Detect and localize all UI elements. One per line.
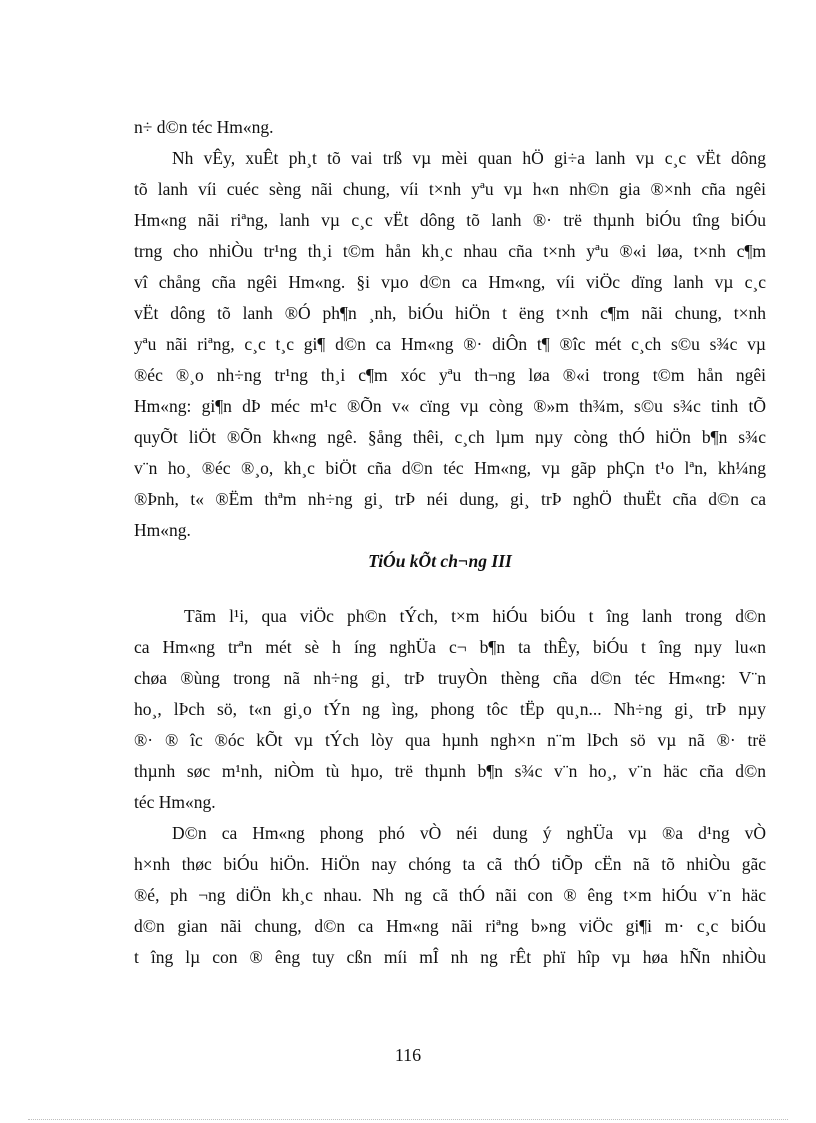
text-line: yªu nãi riªng, c¸c t¸c gi¶ d©n ca Hm«ng ®· diÔn t¶ ®îc mét c¸ch s©u s¾c vµ [134, 334, 766, 354]
text-line: chøa ®ùng trong nã nh÷ng gi¸ trÞ truyÒn thèng cña d©n téc Hm«ng: V¨n [134, 668, 766, 688]
text-line: quyÕt liÖt ®Õn kh«ng ngê. §ång thêi, c¸ch lµm nµy còng thÓ hiÖn b¶n s¾c [134, 427, 766, 447]
paragraph-conclusion [134, 601, 766, 818]
text-line: Tãm l¹i, qua viÖc ph©n tÝch, t×m hiÓu biÓu t îng lanh trong d©n [184, 606, 766, 626]
text-line: ho¸, lÞch sö, t«n gi¸o tÝn ng ìng, phong tôc tËp qu¸n... Nh÷ng gi¸ trÞ nµy [134, 699, 766, 719]
text-line: vËt dông tõ lanh ®Ó ph¶n ¸nh, biÓu hiÖn t ëng t×nh c¶m nãi chung, t×nh [134, 303, 766, 323]
paragraph-continuation [134, 112, 766, 143]
text-line: Nh vÊy, xuÊt ph¸t tõ vai trß vµ mèi quan hÖ gi÷a lanh vµ c¸c vËt dông [172, 148, 766, 168]
text-line: ®Þnh, t« ®Ëm thªm nh÷ng gi¸ trÞ néi dung, gi¸ trÞ nghÖ thuËt cña d©n ca [134, 489, 766, 509]
text-line: tõ lanh víi cuéc sèng nãi chung, víi t×nh yªu vµ h«n nh©n gia ®×nh cña ngêi [134, 179, 766, 199]
spacer [134, 577, 766, 601]
section-heading: TiÓu kÕt ch¬ng III [368, 551, 512, 571]
text-line: D©n ca Hm«ng phong phó vÒ néi dung ý nghÜa vµ ®a d¹ng vÒ [172, 823, 766, 843]
footer-divider [28, 1119, 788, 1120]
text-line: ®é, ph ¬ng diÖn kh¸c nhau. Nh ng cã thÓ nãi con ® êng t×m hiÓu v¨n häc [134, 885, 766, 905]
text-line: ca Hm«ng trªn mét sè h íng nghÜa c¬ b¶n ta thÊy, biÓu t îng nµy lu«n [134, 637, 766, 657]
page-number: 116 [394, 1045, 422, 1065]
paragraph-folk-song-richness [134, 818, 766, 973]
text-line: v¨n ho¸ ®éc ®¸o, kh¸c biÖt cña d©n téc Hm«ng, vµ gãp phÇn t¹o lªn, kh¼ng [134, 458, 766, 478]
text-line: Hm«ng. [134, 520, 191, 540]
paragraph-lanh-symbol-summary [134, 143, 766, 546]
text-line: ®· ® îc ®óc kÕt vµ tÝch lòy qua hµnh ngh×n n¨m lÞch sö vµ nã ®· trë [134, 730, 766, 750]
text-line: d©n gian nãi chung, d©n ca Hm«ng nãi riªng b»ng viÖc gi¶i m· c¸c biÓu [134, 916, 766, 936]
text-line: n÷ d©n téc Hm«ng. [134, 117, 274, 137]
text-line: téc Hm«ng. [134, 792, 216, 812]
text-line: thµnh søc m¹nh, niÒm tù hµo, trë thµnh b¶n s¾c v¨n ho¸, v¨n häc cña d©n [134, 761, 766, 781]
page-body [134, 112, 766, 973]
text-line: Hm«ng nãi riªng, lanh vµ c¸c vËt dông tõ lanh ®· trë thµnh biÓu tîng biÓu [134, 210, 766, 230]
text-line: Hm«ng: gi¶n dÞ méc m¹c ®Õn v« cïng vµ còng ®»m th¾m, s©u s¾c tinh tÕ [134, 396, 766, 416]
text-line: ®éc ®¸o nh÷ng tr¹ng th¸i c¶m xóc yªu th¬ng løa ®«i trong t©m hån ngêi [134, 365, 766, 385]
text-line: trng cho nhiÒu tr¹ng th¸i t©m hån kh¸c nhau cña t×nh yªu ®«i løa, t×nh c¶m [134, 241, 766, 261]
text-line: h×nh thøc biÓu hiÖn. HiÖn nay chóng ta cã thÓ tiÕp cËn nã tõ nhiÒu gãc [134, 854, 766, 874]
text-line: vî chång cña ngêi Hm«ng. §i vµo d©n ca Hm«ng, víi viÖc dïng lanh vµ c¸c [134, 272, 766, 292]
text-line: t îng lµ con ® êng tuy cßn míi mÎ nh ng rÊt phï hîp vµ høa hÑn nhiÒu [134, 947, 766, 967]
